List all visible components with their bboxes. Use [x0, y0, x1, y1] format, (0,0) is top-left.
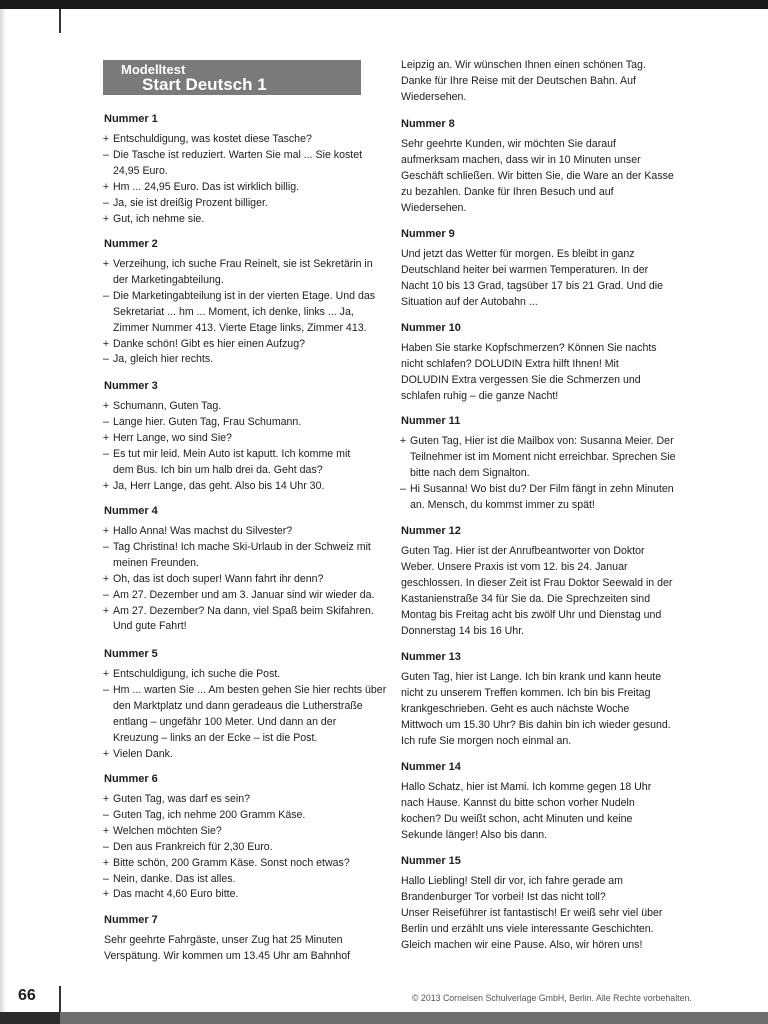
dialogue-line: Lange hier. Guten Tag, Frau Schumann.: [113, 415, 302, 428]
dialogue-line: Schumann, Guten Tag.: [113, 400, 222, 412]
section-heading: Nummer 1: [104, 113, 158, 125]
paragraph-line: kochen? Du weißt schon, acht Minuten und keine: [401, 812, 633, 825]
dialogue-marker: –: [103, 447, 109, 460]
banner-title: Start Deutsch 1: [142, 75, 267, 94]
dialogue-marker: +: [102, 337, 110, 350]
dialogue-line: Das macht 4,60 Euro bitte.: [113, 888, 239, 901]
dialogue-marker: +: [102, 133, 110, 145]
dialogue-marker: +: [102, 856, 110, 869]
dialogue-line: Oh, das ist doch super! Wann fahrt ihr denn?: [113, 572, 324, 585]
paragraph-line: Sekunde länger! Also bis dann.: [401, 828, 548, 841]
section-heading: Nummer 8: [401, 118, 455, 130]
paragraph-line: Situation auf der Autobahn ...: [401, 295, 538, 308]
dialogue-marker: –: [400, 482, 406, 495]
paragraph-line: Geschäft schließen. Wir bitten Sie, die Ware an der Kasse: [401, 169, 674, 182]
paragraph-line: DOLUDIN Extra vergessen Sie die Schmerzen und: [401, 373, 641, 386]
section-heading: Nummer 12: [401, 525, 461, 537]
page-gutter-shadow: [0, 9, 6, 1015]
paragraph-line: Deutschland heiter bei warmen Temperaturen. In der: [401, 263, 649, 276]
dialogue-line: bitte nach dem Signalton.: [410, 466, 530, 479]
top-edge-bar: [0, 0, 768, 9]
bottom-edge-bar: [0, 1012, 768, 1024]
paragraph-line: Sehr geehrte Fahrgäste, unser Zug hat 25 Minuten: [104, 934, 343, 946]
paragraph-line: Nacht 10 bis 13 Grad, tagsüber 17 bis 21 Grad. Und die: [401, 279, 664, 292]
dialogue-marker: –: [103, 540, 109, 553]
section-banner: [103, 60, 361, 95]
dialogue-line: Vielen Dank.: [113, 747, 173, 760]
dialogue-marker: +: [102, 258, 110, 270]
dialogue-line: Zimmer Nummer 413. Vierte Etage links, Zimmer 413.: [113, 321, 367, 334]
dialogue-line: Danke schön! Gibt es hier einen Aufzug?: [113, 337, 305, 350]
section-heading: Nummer 5: [104, 648, 158, 660]
dialogue-marker: +: [102, 525, 110, 537]
dialogue-marker: –: [103, 353, 109, 366]
dialogue-marker: –: [103, 588, 109, 601]
dialogue-line: der Marketingabteilung.: [113, 273, 224, 286]
dialogue-line: an. Mensch, du kommst immer zu spät!: [410, 498, 595, 511]
dialogue-line: Teilnehmer ist im Moment nicht erreichbar. Sprechen Sie: [410, 450, 676, 463]
dialogue-line: Entschuldigung, ich suche die Post.: [113, 668, 281, 680]
dialogue-line: entlang – ungefähr 100 Meter. Und dann an der: [113, 715, 337, 728]
dialogue-marker: –: [103, 415, 109, 428]
dialogue-marker: +: [102, 431, 110, 444]
dialogue-line: Sekretariat ... hm ... Moment, ich denke, links ... Ja,: [113, 305, 354, 318]
paragraph-line: Hallo Schatz, hier ist Mami. Ich komme gegen 18 Uhr: [401, 781, 652, 793]
dialogue-marker: –: [103, 196, 109, 209]
section-heading: Nummer 4: [104, 505, 158, 517]
dialogue-marker: +: [102, 604, 110, 617]
paragraph-line: krankgeschrieben. Geht es auch nächste Woche: [401, 702, 630, 715]
paragraph-line: Hallo Liebling! Stell dir vor, ich fahre gerade am: [401, 875, 623, 887]
dialogue-marker: +: [102, 572, 110, 585]
paragraph-line: Haben Sie starke Kopfschmerzen? Können Sie nachts: [401, 342, 657, 354]
paragraph-line: nicht zu unserem Treffen kommen. Ich bin bis Freitag: [401, 686, 651, 699]
paragraph-line: Ich rufe Sie morgen noch einmal an.: [401, 734, 572, 747]
dialogue-marker: +: [102, 180, 110, 193]
copyright-notice: © 2013 Cornelsen Schulverlage GmbH, Berlin. Alle Rechte vorbehalten.: [412, 993, 692, 1003]
dialogue-line: Gut, ich nehme sie.: [113, 212, 205, 225]
dialogue-line: Die Marketingabteilung ist in der vierten Etage. Und das: [113, 289, 376, 302]
paragraph-line: Und jetzt das Wetter für morgen. Es bleibt in ganz: [401, 248, 635, 260]
paragraph-line: Weber. Unsere Praxis ist vom 12. bis 24. Januar: [401, 560, 628, 573]
dialogue-line: Nein, danke. Das ist alles.: [113, 872, 236, 885]
margin-rule-bottom: [59, 986, 61, 1012]
paragraph-line: Leipzig an. Wir wünschen Ihnen einen schönen Tag.: [401, 59, 646, 71]
dialogue-line: Am 27. Dezember? Na dann, viel Spaß beim Skifahren.: [113, 604, 374, 617]
dialogue-marker: –: [103, 289, 109, 302]
dialogue-line: Am 27. Dezember und am 3. Januar sind wir wieder da.: [113, 588, 375, 601]
dialogue-marker: –: [103, 808, 109, 821]
dialogue-marker: +: [102, 479, 110, 492]
paragraph-line: aufmerksam machen, dass wir in 10 Minuten unser: [401, 153, 641, 166]
dialogue-line: meinen Freunden.: [113, 556, 199, 569]
dialogue-line: Hm ... warten Sie ... Am besten gehen Sie hier rechts über: [113, 683, 387, 696]
paragraph-line: Brandenburger Tor vorbei! Ist das nicht toll?: [401, 890, 606, 903]
paragraph-line: Donnerstag 14 bis 16 Uhr.: [401, 624, 525, 637]
section-heading: Nummer 9: [401, 228, 455, 240]
banner-subtitle: Modelltest: [121, 62, 186, 77]
section-heading: Nummer 6: [104, 773, 158, 785]
dialogue-line: Guten Tag, Hier ist die Mailbox von: Susanna Meier. Der: [410, 435, 674, 447]
paragraph-line: Danke für Ihre Reise mit der Deutschen Bahn. Auf: [401, 74, 636, 87]
dialogue-marker: –: [103, 683, 109, 696]
dialogue-line: Bitte schön, 200 Gramm Käse. Sonst noch etwas?: [113, 856, 350, 869]
section-heading: Nummer 2: [104, 238, 158, 250]
dialogue-line: Guten Tag, was darf es sein?: [113, 793, 251, 805]
dialogue-marker: +: [102, 888, 110, 901]
dialogue-line: Welchen möchten Sie?: [113, 824, 222, 837]
paragraph-line: Gleich machen wir eine Pause. Also, wir hören uns!: [401, 938, 643, 951]
section-heading: Nummer 13: [401, 651, 461, 663]
dialogue-line: Hallo Anna! Was machst du Silvester?: [113, 525, 293, 537]
dialogue-marker: –: [103, 840, 109, 853]
dialogue-line: dem Bus. Ich bin um halb drei da. Geht das?: [113, 463, 323, 476]
dialogue-marker: +: [102, 212, 110, 225]
dialogue-marker: –: [103, 872, 109, 885]
paragraph-line: schlafen ruhig – die ganze Nacht!: [401, 389, 559, 402]
dialogue-line: 24,95 Euro.: [113, 164, 168, 177]
dialogue-line: Tag Christina! Ich mache Ski-Urlaub in der Schweiz mit: [113, 540, 371, 553]
paragraph-line: Guten Tag. Hier ist der Anrufbeantworter von Doktor: [401, 545, 645, 557]
section-heading: Nummer 7: [104, 914, 158, 926]
paragraph-line: Sehr geehrte Kunden, wir möchten Sie darauf: [401, 138, 616, 150]
dialogue-marker: +: [102, 747, 110, 760]
dialogue-line: Und gute Fahrt!: [113, 620, 187, 633]
dialogue-line: Entschuldigung, was kostet diese Tasche?: [113, 133, 312, 145]
dialogue-line: Ja, Herr Lange, das geht. Also bis 14 Uhr 30.: [113, 479, 325, 492]
paragraph-line: Verspätung. Wir kommen um 13.45 Uhr am Bahnhof: [104, 949, 351, 962]
paragraph-line: Berlin und erzählt uns viele interessante Geschichten.: [401, 922, 654, 935]
section-heading: Nummer 15: [401, 855, 461, 867]
paragraph-line: Mittwoch um 15.30 Uhr? Bis dahin bin ich wieder gesund.: [401, 718, 671, 731]
paragraph-line: zu bezahlen. Danke für Ihren Besuch und auf: [401, 185, 614, 198]
paragraph-line: Wiedersehen.: [401, 201, 467, 214]
paragraph-line: Montag bis Freitag acht bis zwölf Uhr und Dienstag und: [401, 608, 662, 621]
page-number: 66: [18, 987, 36, 1004]
dialogue-marker: +: [102, 668, 110, 680]
dialogue-marker: +: [102, 400, 110, 412]
dialogue-line: Die Tasche ist reduziert. Warten Sie mal ... Sie kostet: [113, 148, 363, 161]
dialogue-line: Es tut mir leid. Mein Auto ist kaputt. Ich komme mit: [113, 447, 351, 460]
dialogue-line: Verzeihung, ich suche Frau Reinelt, sie ist Sekretärin in: [113, 258, 373, 270]
paragraph-line: nicht schlafen? DOLUDIN Extra hilft Ihnen! Mit: [401, 357, 619, 370]
margin-rule-top: [59, 9, 61, 33]
dialogue-line: Ja, gleich hier rechts.: [113, 353, 214, 366]
dialogue-line: Kreuzung – links an der Ecke – ist die Post.: [113, 731, 318, 744]
dialogue-line: Hi Susanna! Wo bist du? Der Film fängt in zehn Minuten: [410, 482, 674, 495]
dialogue-line: Ja, sie ist dreißig Prozent billiger.: [113, 196, 268, 209]
dialogue-marker: –: [103, 148, 109, 161]
section-heading: Nummer 14: [401, 761, 461, 773]
dialogue-line: Hm ... 24,95 Euro. Das ist wirklich billig.: [113, 180, 300, 193]
section-heading: Nummer 3: [104, 380, 158, 392]
paragraph-line: Kastanienstraße 34 für Sie da. Die Sprechzeiten sind: [401, 592, 651, 605]
dialogue-line: Herr Lange, wo sind Sie?: [113, 431, 232, 444]
paragraph-line: geschlossen. In dieser Zeit ist Frau Doktor Seewald in der: [401, 576, 673, 589]
paragraph-line: nach Hause. Kannst du bitte schon vorher Nudeln: [401, 796, 635, 809]
dialogue-marker: +: [102, 824, 110, 837]
bottom-edge-bar-dark: [0, 1012, 60, 1024]
dialogue-marker: +: [399, 435, 407, 447]
paragraph-line: Unser Reiseführer ist fantastisch! Er weiß sehr viel über: [401, 906, 663, 919]
dialogue-line: den Marktplatz und dann geradeaus die Lutherstraße: [113, 699, 363, 712]
dialogue-line: Den aus Frankreich für 2,30 Euro.: [113, 840, 273, 853]
dialogue-marker: +: [102, 793, 110, 805]
paragraph-line: Guten Tag, hier ist Lange. Ich bin krank und kann heute: [401, 671, 662, 683]
section-heading: Nummer 11: [401, 415, 461, 427]
section-heading: Nummer 10: [401, 322, 461, 334]
dialogue-line: Guten Tag, ich nehme 200 Gramm Käse.: [113, 808, 306, 821]
paragraph-line: Wiedersehen.: [401, 90, 467, 103]
